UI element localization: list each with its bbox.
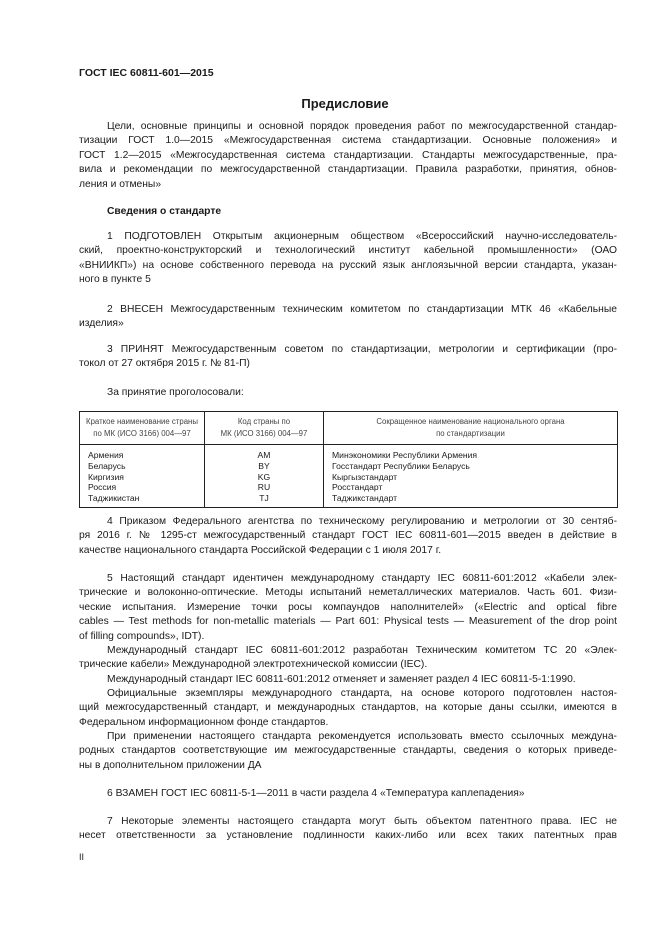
text-line: токол от 27 октября 2015 г. № 81-П): [79, 358, 250, 370]
paragraph: [79, 815, 617, 844]
text-line: ря 2016 г. № 1295-ст межгосударственный стандарт ГОСТ IEC 60811-601—2015 введен в действие в: [79, 530, 617, 542]
table-row: [80, 493, 618, 507]
country-code: BY: [205, 461, 324, 472]
text-line: ческие испытания. Измерение точки росы компаундов наполнителей» («Electric and optical fibre: [79, 601, 617, 613]
text-line: ления и отмены»: [79, 178, 162, 190]
text-line: Федеральном информационном фонде стандартов.: [79, 716, 329, 728]
paragraph: [79, 787, 617, 801]
text-line: При применении настоящего стандарта рекомендуется использовать вместо ссылочных междуна-: [107, 731, 617, 742]
country-code: AM: [205, 445, 324, 461]
text-line: 3 ПРИНЯТ Межгосударственным советом по стандартизации, метрологии и сертификации (про-: [107, 344, 617, 355]
country-code: KG: [205, 472, 324, 483]
text-line: щий межгосударственный стандарт, и международных стандартов, на которые даны ссылки, имеются в: [79, 702, 617, 714]
paragraph: [79, 386, 617, 400]
header-line: Краткое наименование страны: [86, 417, 198, 426]
text-line: несет ответственности за установление подлинности каких-либо или всех таких патентных прав: [79, 830, 617, 842]
header-line: МК (ИСО 3166) 004—97: [220, 429, 308, 438]
text-line: 1 ПОДГОТОВЛЕН Открытым акционерным обществом «Всероссийский научно-исследователь-: [107, 231, 617, 242]
text-line: 6 ВЗАМЕН ГОСТ IEC 60811-5-1—2011 в части раздела 4 «Температура каплепадения»: [107, 788, 525, 799]
text-line: 7 Некоторые элементы настоящего стандарта могут быть объектом патентного права. IEC не: [107, 816, 617, 827]
paragraph: [79, 687, 617, 730]
text-line: вила и рекомендации по межгосударственной стандартизации. Правила разработки, принятия, обнов-: [79, 164, 617, 176]
standards-body: Минэкономики Республики Армения: [324, 445, 618, 461]
voting-table: [79, 411, 618, 508]
paragraph: [79, 205, 617, 219]
header-line: Сокращенное наименование национального органа: [376, 417, 565, 426]
text-line: cables — Test methods for non-metallic materials — Part 601: Physical tests — Measurement of the drop point: [79, 616, 617, 628]
table-row: [80, 461, 618, 472]
text-line: тизации ГОСТ 1.0—2015 «Межгосударственная система стандартизации. Основные положения» и: [79, 135, 617, 147]
paragraph: [79, 644, 617, 673]
text-line: Сведения о стандарте: [107, 206, 222, 217]
paragraph: [79, 515, 617, 558]
standards-body: Кыргызстандарт: [324, 472, 618, 483]
page-title: Предисловие: [301, 96, 389, 111]
document-header: ГОСТ IEC 60811-601—2015: [79, 67, 214, 79]
table-row: [80, 482, 618, 493]
text-line: Цели, основные принципы и основной порядок проведения работ по межгосударственной стандар-: [107, 121, 617, 132]
text-line: 4 Приказом Федерального агентства по техническому регулированию и метрологии от 30 сентяб-: [107, 516, 617, 527]
paragraph: [79, 730, 617, 773]
column-header-body: [324, 412, 618, 445]
country-code: RU: [205, 482, 324, 493]
table-row: [80, 472, 618, 483]
paragraph: [79, 230, 617, 288]
text-line: ного в пункте 5: [79, 274, 151, 286]
column-header-code: [205, 412, 324, 445]
paragraph: [79, 572, 617, 644]
paragraph: [79, 673, 617, 687]
text-line: 5 Настоящий стандарт идентичен международному стандарту IEC 60811-601:2012 «Кабели элек-: [107, 573, 617, 584]
header-line: по МК (ИСО 3166) 004—97: [93, 429, 191, 438]
country-name: Киргизия: [80, 472, 205, 483]
text-line: ский, проектно-конструкторский и технологический институт кабельной промышленности» (ОАО: [79, 245, 617, 257]
text-line: качестве национального стандарта Российской Федерации с 1 июля 2017 г.: [79, 544, 442, 556]
column-header-country: [80, 412, 205, 445]
page-number: II: [79, 852, 85, 862]
text-line: За принятие проголосовали:: [107, 387, 244, 398]
standards-body: Росстандарт: [324, 482, 618, 493]
text-line: 2 ВНЕСЕН Межгосударственным техническим комитетом по стандартизации МТК 46 «Кабельные: [107, 304, 617, 315]
header-line: по стандартизации: [436, 429, 505, 438]
text-line: ны в дополнительном приложении ДА: [79, 759, 262, 771]
text-line: ГОСТ 1.2—2015 «Межгосударственная система стандартизации. Стандарты межгосударственные, пра-: [79, 149, 617, 161]
paragraph: [79, 303, 617, 332]
table-header-row: [80, 412, 618, 445]
country-name: Россия: [80, 482, 205, 493]
table-row: [80, 445, 618, 461]
country-name: Беларусь: [80, 461, 205, 472]
standards-body: Таджикстандарт: [324, 493, 618, 507]
text-line: «ВНИИКП») на основе собственного перевода на русский язык англоязычной версии стандарта, указан-: [79, 259, 617, 271]
text-line: Официальные экземпляры международного стандарта, на основе которого подготовлен настоя-: [107, 688, 617, 699]
text-line: трические кабели» Международной электротехнической комиссии (IEC).: [79, 659, 428, 671]
text-line: изделия»: [79, 318, 124, 330]
text-line: трические и волоконно-оптические. Методы испытаний неметаллических материалов. Часть 601. Физи-: [79, 587, 617, 599]
header-line: Код страны по: [237, 417, 291, 426]
country-code: TJ: [205, 493, 324, 507]
country-name: Таджикистан: [80, 493, 205, 507]
paragraph: [79, 120, 617, 192]
standards-body: Госстандарт Республики Беларусь: [324, 461, 618, 472]
text-line: of filling compounds», IDT).: [79, 630, 205, 642]
paragraph: [79, 343, 617, 372]
text-line: Международный стандарт IEC 60811-601:2012 разработан Техническим комитетом ТС 20 «Элек-: [107, 645, 617, 656]
country-name: Армения: [80, 445, 205, 461]
text-line: Международный стандарт IEC 60811-601:2012 отменяет и заменяет раздел 4 IEC 60811-5-1:1990.: [107, 674, 576, 685]
text-line: родных стандартов соответствующие им межгосударственные стандарты, сведения о которых приведе-: [79, 745, 617, 757]
